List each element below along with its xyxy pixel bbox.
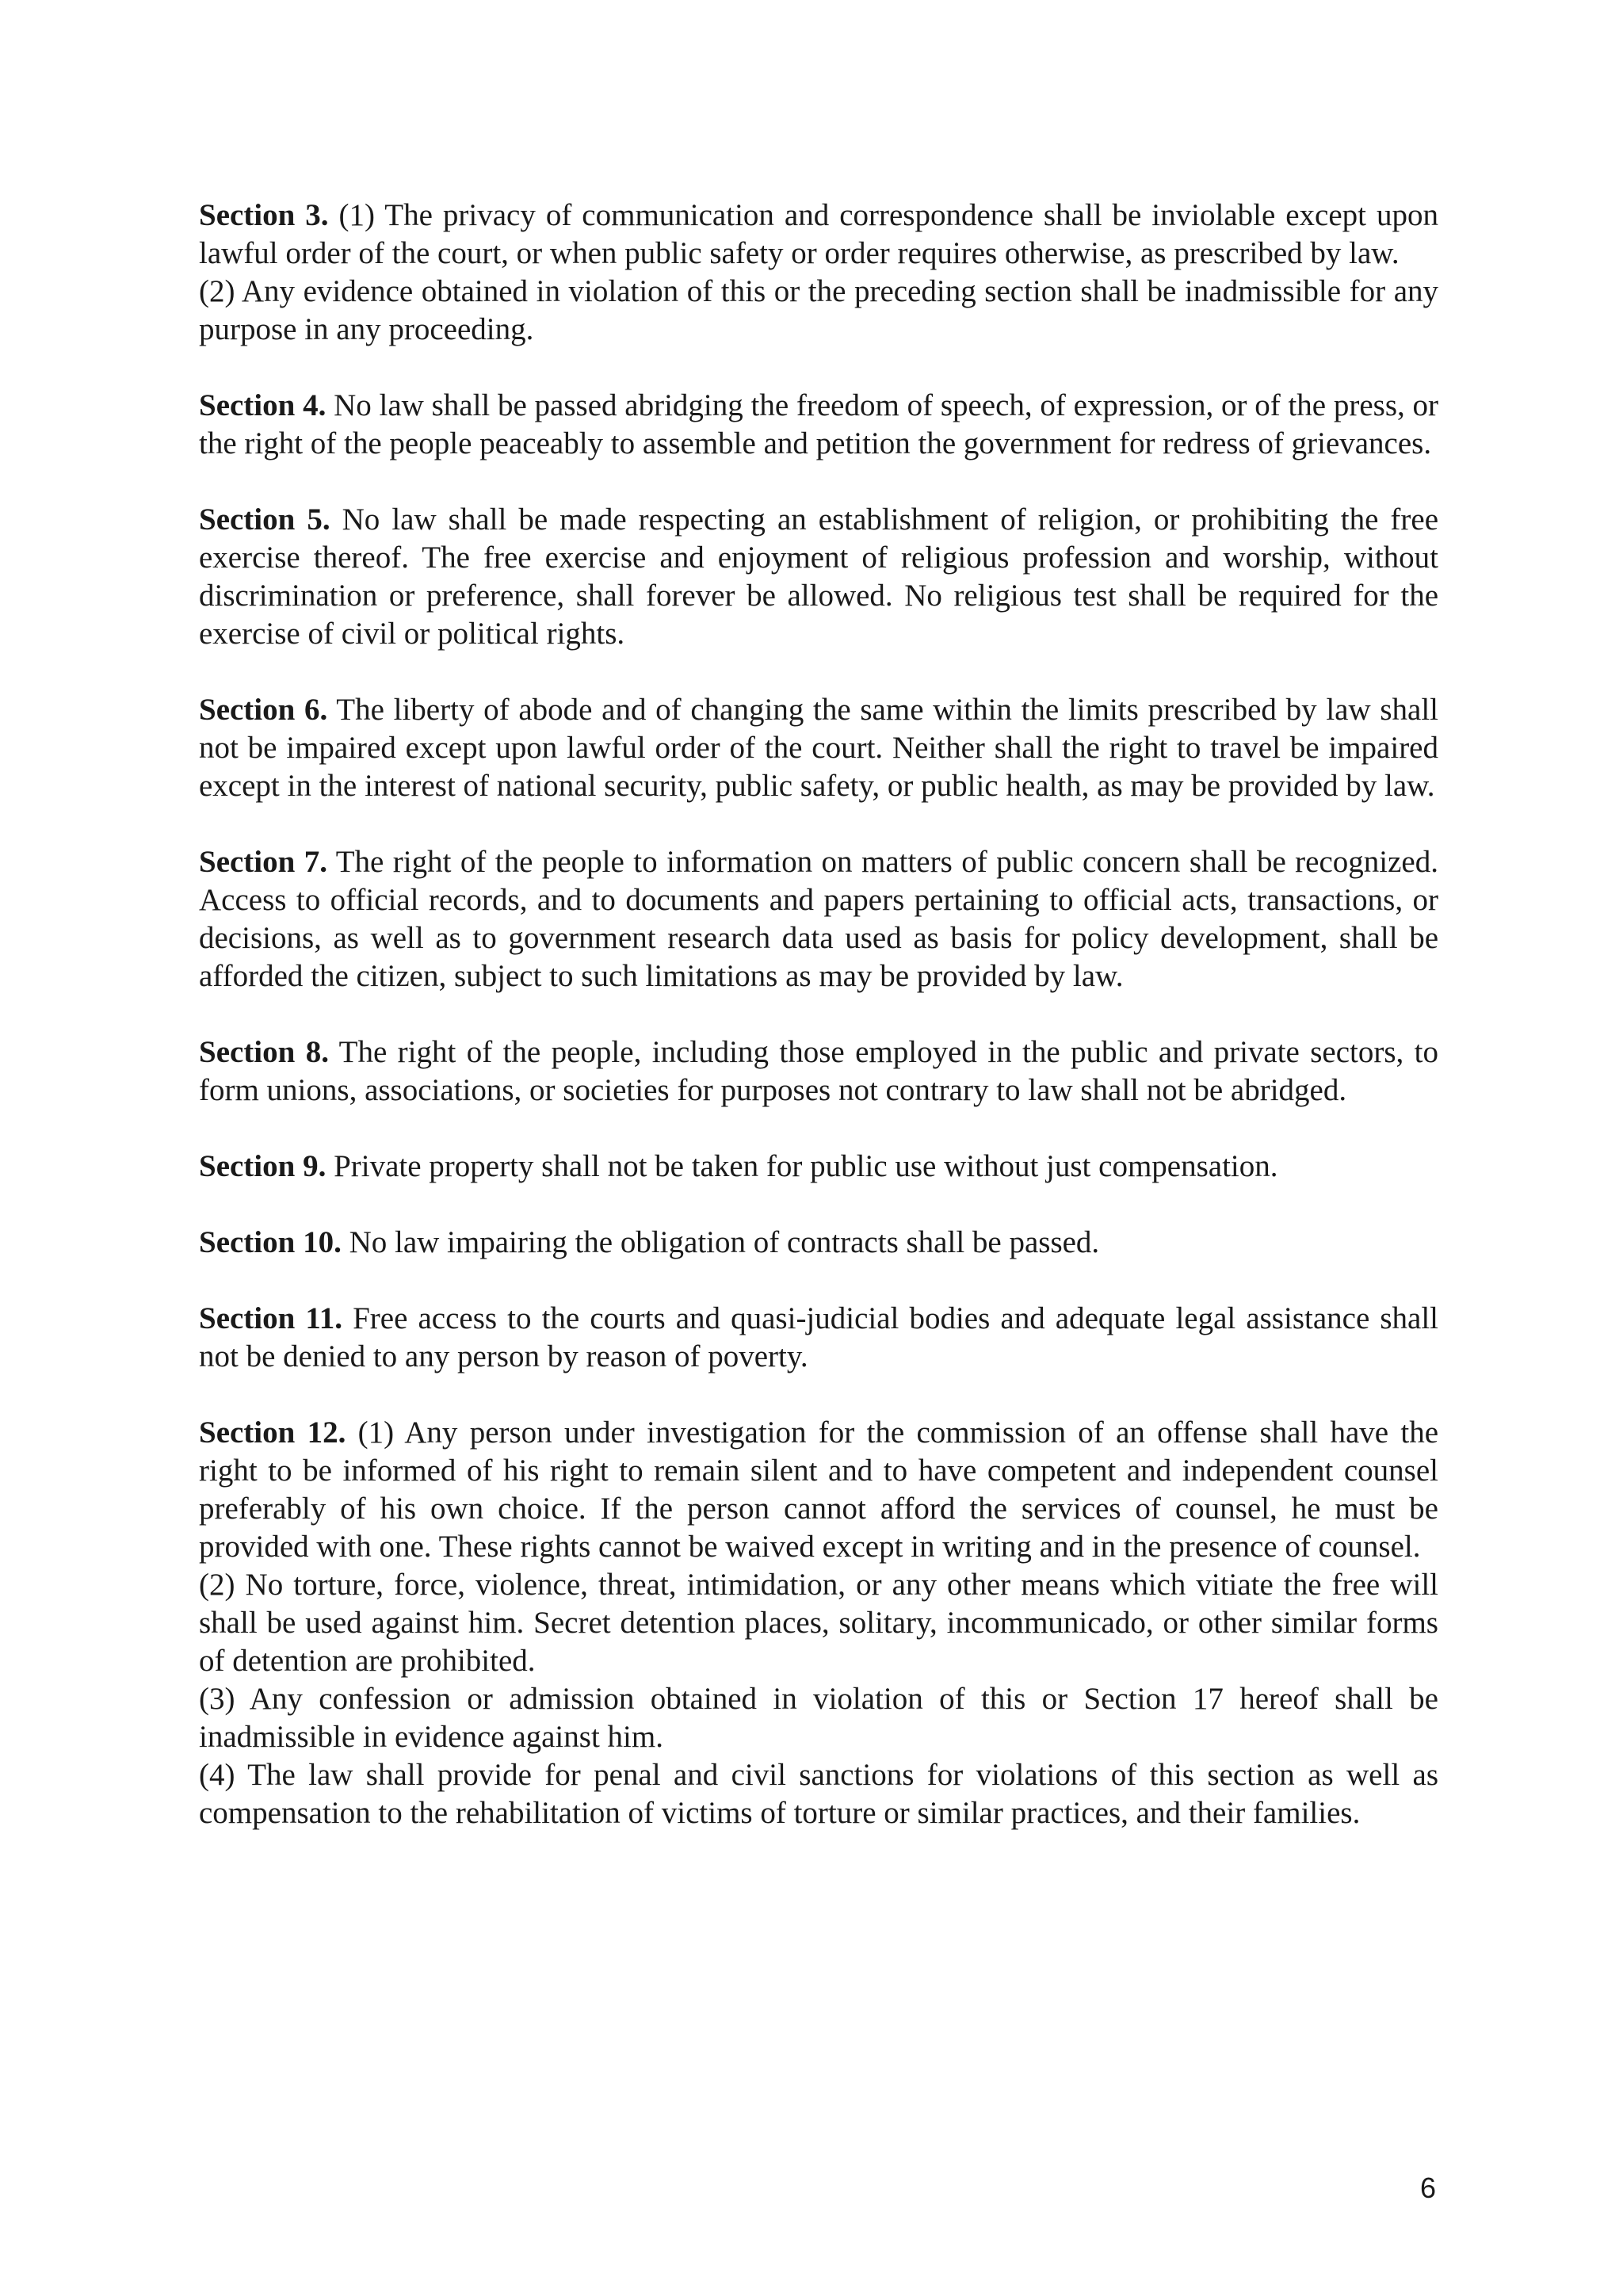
section-3-paragraph-2: (2) Any evidence obtained in violation of this or the preceding section shall be inadmissible for any purpose in any proceeding.: [199, 274, 1438, 346]
section-4-heading: Section 4.: [199, 388, 327, 422]
section-12-heading: Section 12.: [199, 1415, 346, 1450]
section-11: [199, 1300, 1438, 1376]
section-8-paragraph-1: [199, 1033, 1438, 1110]
section-4-paragraph-1: [199, 387, 1438, 463]
section-8: [199, 1033, 1438, 1110]
section-8-text-1: The right of the people, including those employed in the public and private sectors, to form unions, associations, or societies for purposes not contrary to law shall not be abridged.: [199, 1035, 1439, 1107]
section-11-heading: Section 11.: [199, 1301, 343, 1335]
section-10-text-1: No law impairing the obligation of contracts shall be passed.: [349, 1225, 1100, 1259]
section-5: [199, 501, 1438, 653]
section-5-paragraph-1: [199, 501, 1438, 653]
section-5-heading: Section 5.: [199, 502, 330, 537]
section-10-heading: Section 10.: [199, 1225, 342, 1259]
section-10: [199, 1224, 1438, 1262]
section-9: [199, 1148, 1438, 1186]
section-12-paragraph-1: [199, 1414, 1438, 1566]
section-6-text-1: The liberty of abode and of changing the same within the limits prescribed by law shall not be impaired except upon lawful order of the court. Neither shall the right to travel be impaired except in the interest of national security, public safety, or public health, as may be provided by law.: [199, 693, 1439, 803]
section-3-heading: Section 3.: [199, 198, 329, 232]
section-4-text-1: No law shall be passed abridging the freedom of speech, of expression, or of the press, or the right of the people peaceably to assemble and petition the government for redress of grievances.: [199, 388, 1438, 460]
section-11-text-1: Free access to the courts and quasi-judicial bodies and adequate legal assistance shall not be denied to any person by reason of poverty.: [199, 1301, 1439, 1373]
section-10-paragraph-1: [199, 1224, 1438, 1262]
section-7-text-1: The right of the people to information on matters of public concern shall be recognized. Access to official records, and to documents and papers pertaining to official acts, transactions, or decisions, as well as to government research data used as basis for policy development, shall be afforded the citizen, subject to such limitations as may be provided by law.: [199, 845, 1438, 993]
section-4: [199, 387, 1438, 463]
section-3-text-1: (1) The privacy of communication and correspondence shall be inviolable except upon lawful order of the court, or when public safety or order requires otherwise, as prescribed by law.: [199, 198, 1438, 270]
section-11-paragraph-1: [199, 1300, 1438, 1376]
section-7: [199, 843, 1438, 995]
section-7-paragraph-1: [199, 843, 1438, 995]
section-6-paragraph-1: [199, 691, 1438, 805]
section-12: [199, 1414, 1438, 1832]
section-9-paragraph-1: [199, 1148, 1438, 1186]
section-3-paragraph-1: [199, 197, 1438, 273]
section-9-text-1: Private property shall not be taken for public use without just compensation.: [334, 1149, 1278, 1183]
page-number: 6: [1419, 2172, 1436, 2204]
section-12-paragraph-4: (4) The law shall provide for penal and civil sanctions for violations of this section as well as compensation to the rehabilitation of victims of torture or similar practices, and their families.: [199, 1758, 1438, 1830]
section-6-heading: Section 6.: [199, 693, 328, 727]
section-5-text-1: No law shall be made respecting an establishment of religion, or prohibiting the free exercise thereof. The free exercise and enjoyment of religious profession and worship, without discrimination or preference, shall forever be allowed. No religious test shall be required for the exercise of civil or political rights.: [199, 502, 1438, 651]
section-12-paragraph-2: (2) No torture, force, violence, threat, intimidation, or any other means which vitiate the free will shall be used against him. Secret detention places, solitary, incommunicado, or other similar forms of detention are prohibited.: [199, 1568, 1438, 1678]
section-12-text-1: (1) Any person under investigation for the commission of an offense shall have the right to be informed of his right to remain silent and to have competent and independent counsel preferably of his own choice. If the person cannot afford the services of counsel, he must be provided with one. These rights cannot be waived except in writing and in the presence of counsel.: [199, 1415, 1439, 1564]
section-8-heading: Section 8.: [199, 1035, 329, 1069]
section-9-heading: Section 9.: [199, 1149, 327, 1183]
document-page: [199, 197, 1438, 1870]
section-12-paragraph-3: (3) Any confession or admission obtained in violation of this or Section 17 hereof shall be inadmissible in evidence against him.: [199, 1682, 1438, 1754]
section-7-heading: Section 7.: [199, 845, 327, 879]
section-3: [199, 197, 1438, 349]
section-6: [199, 691, 1438, 805]
